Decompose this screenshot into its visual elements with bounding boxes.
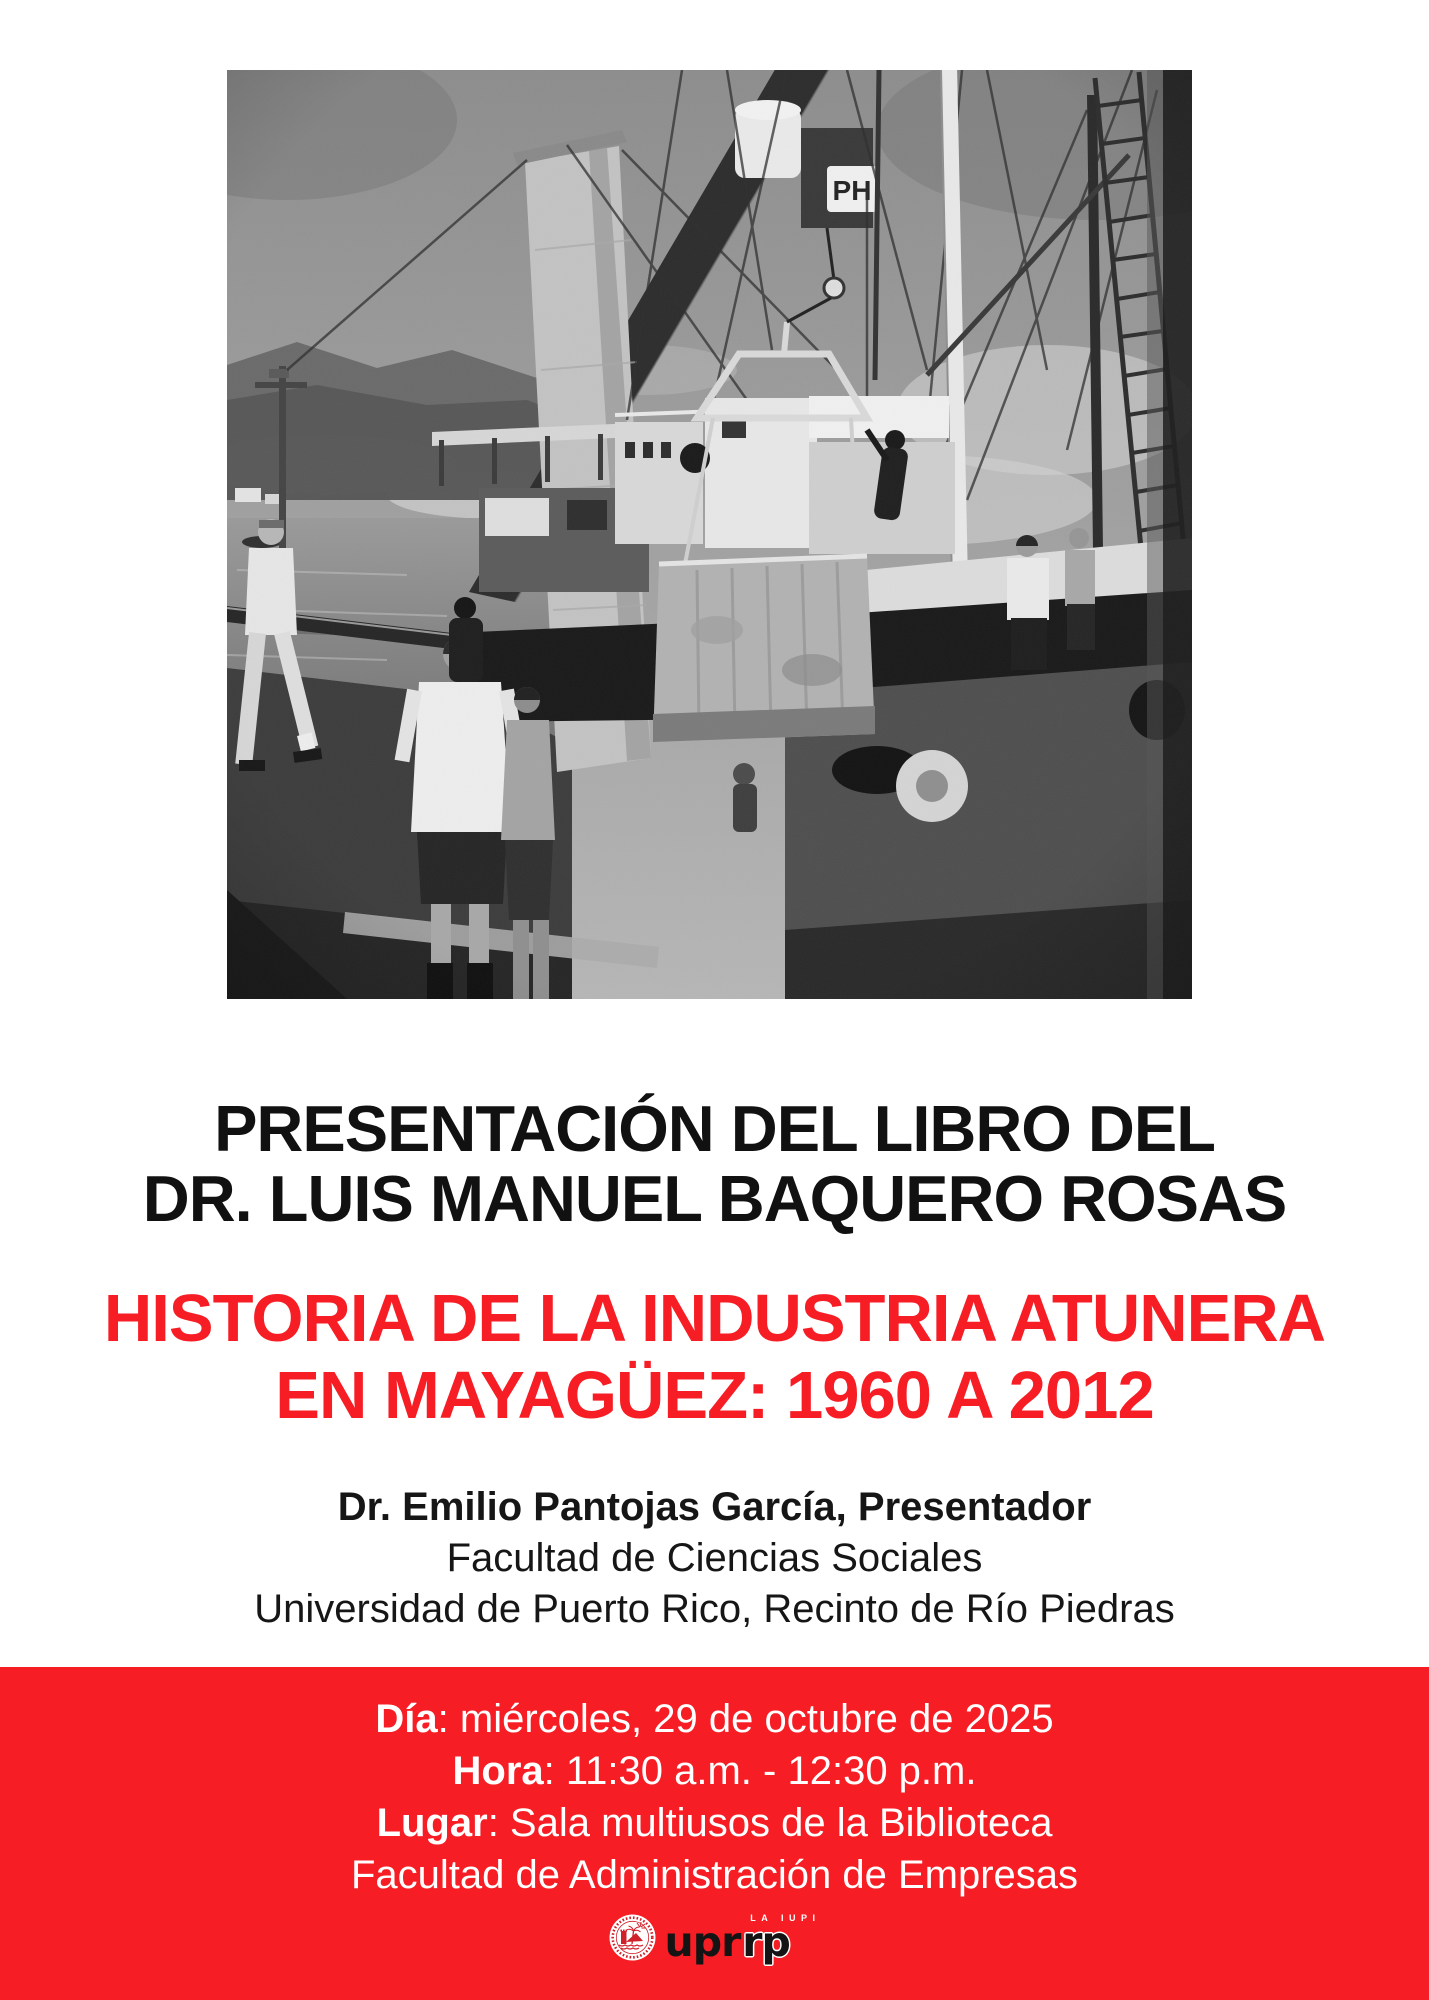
event-place-label: Lugar xyxy=(376,1801,488,1845)
presenter-university: Universidad de Puerto Rico, Recinto de Río Piedras xyxy=(254,1587,1175,1631)
la-iupi-tagline: LA IUPI xyxy=(750,1913,821,1924)
presenter-faculty: Facultad de Ciencias Sociales xyxy=(446,1536,983,1580)
upr-seal-icon xyxy=(609,1914,656,1961)
wordmark-rp: rp xyxy=(742,1918,790,1967)
book-title xyxy=(0,1280,1429,1434)
event-day-value: : miércoles, 29 de octubre de 2025 xyxy=(437,1697,1054,1741)
dock-photo-illustration xyxy=(227,70,1192,999)
event-time-label: Hora xyxy=(452,1749,544,1793)
wordmark-upr: upr xyxy=(664,1918,741,1967)
uprrp-logo xyxy=(0,1912,1429,1967)
event-time-value: : 11:30 a.m. - 12:30 p.m. xyxy=(543,1749,977,1793)
uprrp-wordmark xyxy=(664,1913,821,1967)
title-black-line2: DR. LUIS MANUEL BAQUERO ROSAS xyxy=(142,1162,1287,1235)
vignette xyxy=(227,70,1192,999)
event-place-value: : Sala multiusos de la Biblioteca xyxy=(487,1801,1053,1845)
event-faculty: Facultad de Administración de Empresas xyxy=(350,1853,1079,1897)
title-red-line2: EN MAYAGÜEZ: 1960 A 2012 xyxy=(275,1358,1154,1433)
event-day xyxy=(0,1693,1429,1745)
dock-photo xyxy=(227,70,1192,999)
title-red-line1: HISTORIA DE LA INDUSTRIA ATUNERA xyxy=(103,1281,1326,1356)
event-time xyxy=(0,1745,1429,1797)
presenter-block xyxy=(0,1482,1429,1635)
book-presentation-title xyxy=(0,1094,1429,1234)
presenter-name: Dr. Emilio Pantojas García, Presentador xyxy=(337,1485,1092,1529)
title-black-line1: PRESENTACIÓN DEL LIBRO DEL xyxy=(214,1092,1215,1165)
event-details-banner xyxy=(0,1667,1429,2000)
event-day-label: Día xyxy=(375,1697,438,1741)
event-place xyxy=(0,1797,1429,1849)
